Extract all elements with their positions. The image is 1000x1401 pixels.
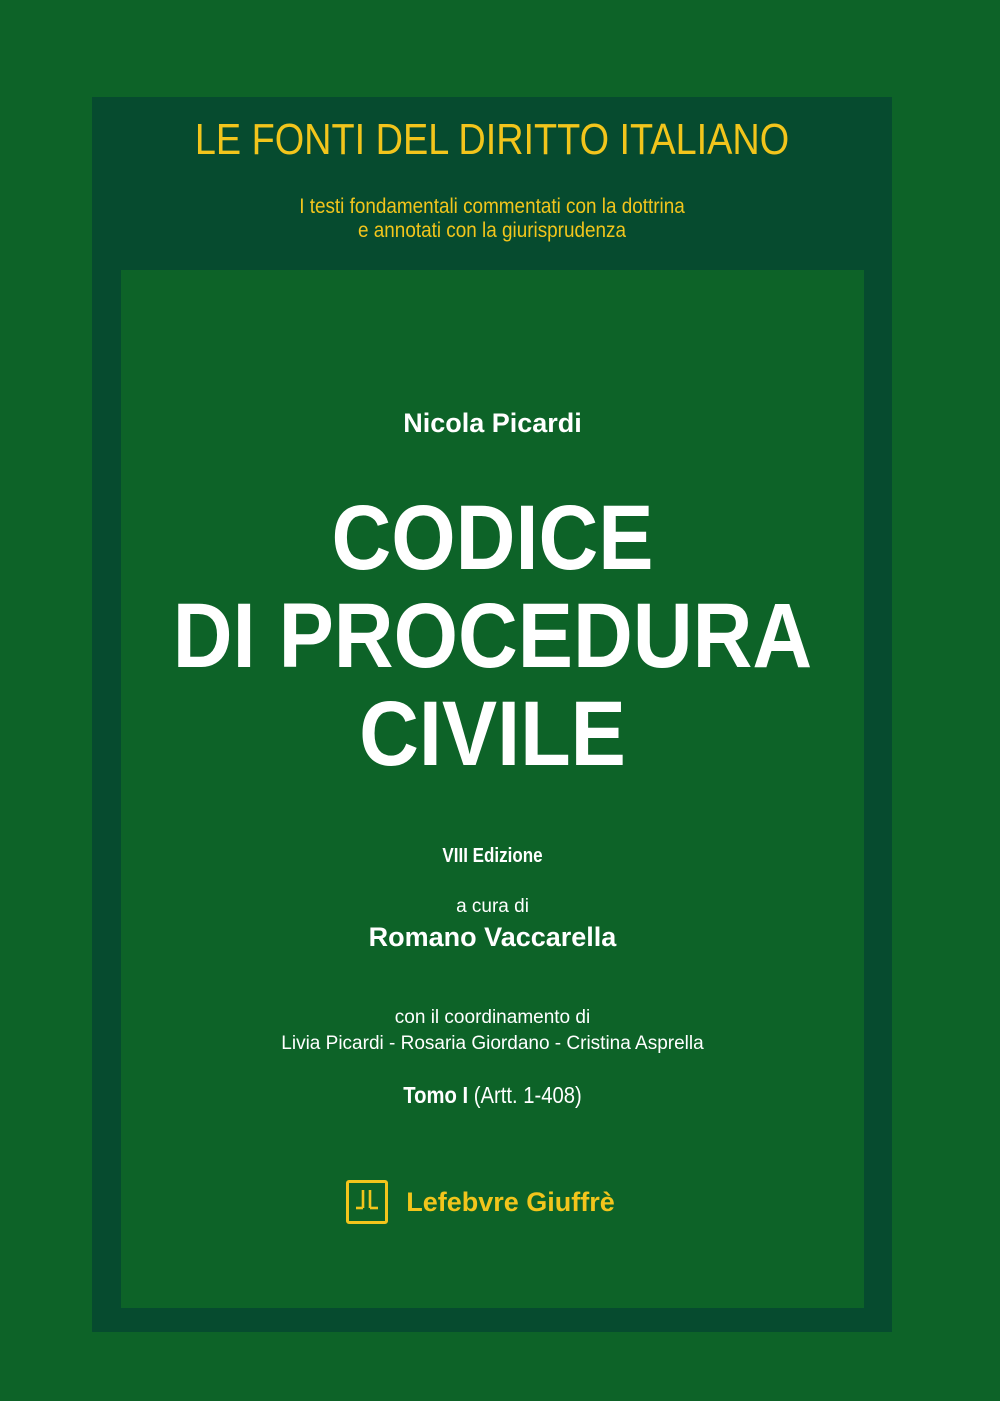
book-title-line-2: DI PROCEDURA — [172, 585, 813, 687]
publisher-name: Lefebvre Giuffrè — [406, 1186, 615, 1217]
coordinators-names: Livia Picardi - Rosaria Giordano - Cristina Asprella — [281, 1033, 704, 1054]
book-author: Nicola Picardi — [403, 408, 582, 438]
publisher-block — [121, 1180, 864, 1224]
volume-info — [166, 1082, 820, 1109]
lefebvre-giuffre-logo-icon — [346, 1180, 388, 1224]
editor-name: Romano Vaccarella — [368, 922, 617, 952]
series-title: LE FONTI DEL DIRITTO ITALIANO — [194, 115, 790, 164]
series-subtitle-line-2: e annotati con la giurisprudenza — [358, 219, 626, 242]
book-title-line-1: CODICE — [331, 487, 654, 589]
volume-range: (Artt. 1-408) — [473, 1082, 582, 1108]
book-title-line-3: CIVILE — [359, 683, 626, 785]
coordination-label: con il coordinamento di — [394, 1007, 591, 1028]
volume-label: Tomo I — [403, 1082, 469, 1108]
cover-panel — [121, 270, 864, 1308]
curated-by-label: a cura di — [456, 896, 529, 917]
edition-label: VIII Edizione — [442, 845, 543, 867]
series-subtitle-line-1: I testi fondamentali commentati con la dottrina — [299, 195, 685, 218]
